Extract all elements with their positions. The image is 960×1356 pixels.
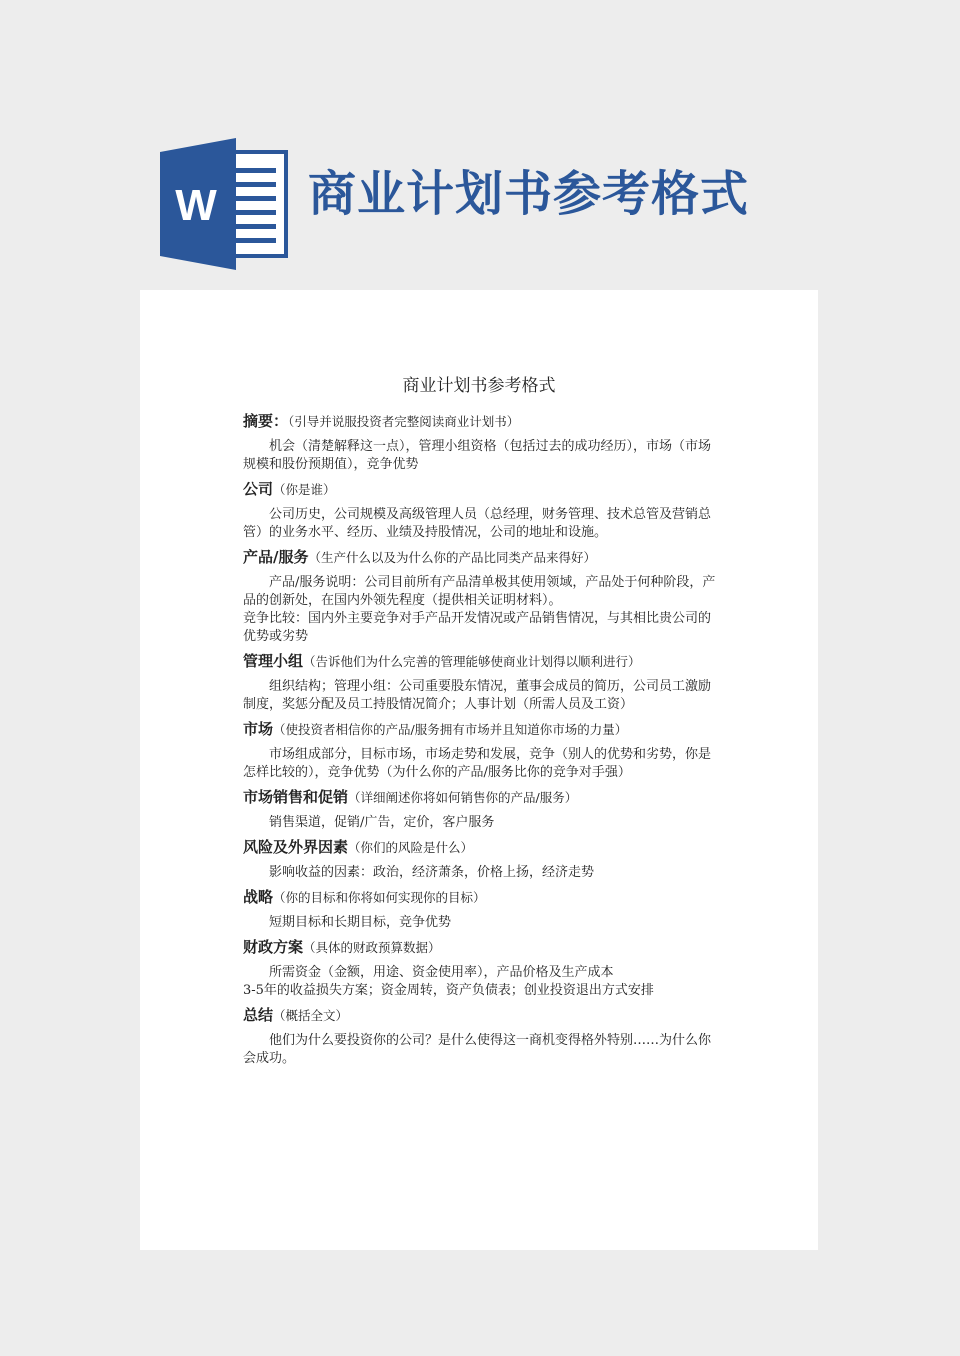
section-paragraph: 组织结构；管理小组：公司重要股东情况，董事会成员的简历，公司员工激励制度，奖惩分配及员工持股情况简介；人事计划（所需人员及工资） xyxy=(243,679,712,712)
section-paragraph: 所需资金（金额，用途、资金使用率），产品价格及生产成本 xyxy=(269,965,614,980)
section-heading: 公司 xyxy=(243,480,274,498)
section-paragraph: 影响收益的因素：政治，经济萧条，价格上扬，经济走势 xyxy=(269,865,595,880)
section-paragraph: 公司历史，公司规模及高级管理人员（总经理，财务管理、技术总管及营销总管）的业务水平、经历、业绩及持股情况，公司的地址和设施。 xyxy=(243,507,712,540)
document-section xyxy=(243,650,721,718)
document-page xyxy=(140,290,818,1250)
document-section xyxy=(243,478,721,546)
section-note: （使投资者相信你的产品/服务拥有市场并且知道你市场的力量） xyxy=(273,722,628,737)
section-heading-line xyxy=(243,786,721,810)
section-heading: 市场销售和促销 xyxy=(243,788,349,806)
section-paragraph: 短期目标和长期目标，竞争优势 xyxy=(269,915,452,930)
section-heading-line xyxy=(243,1004,721,1028)
section-heading-line xyxy=(243,936,721,960)
section-heading: 市场 xyxy=(243,720,274,738)
banner xyxy=(0,0,960,290)
section-heading-line xyxy=(243,478,721,502)
section-note: （详细阐述你将如何销售你的产品/服务） xyxy=(348,790,578,805)
section-heading: 摘要： xyxy=(243,412,289,430)
section-note: （你的目标和你将如何实现你的目标） xyxy=(273,890,486,905)
section-note: （具体的财政预算数据） xyxy=(303,940,441,955)
section-heading-line xyxy=(243,410,721,434)
document-section xyxy=(243,886,721,936)
section-note: （生产什么以及为什么你的产品比同类产品来得好） xyxy=(308,550,596,565)
section-heading-line xyxy=(243,836,721,860)
document-title: 商业计划书参考格式 xyxy=(402,376,556,396)
section-heading: 战略 xyxy=(243,888,274,906)
banner-title: 商业计划书参考格式 xyxy=(308,166,750,222)
document-section xyxy=(243,936,721,1004)
section-heading-line xyxy=(243,546,721,570)
section-heading: 总结 xyxy=(243,1006,274,1024)
section-heading-line xyxy=(243,650,721,674)
section-heading: 产品/服务 xyxy=(243,548,309,566)
section-paragraph: 销售渠道，促销/广告，定价，客户服务 xyxy=(269,815,495,830)
section-heading-line xyxy=(243,886,721,910)
document-section xyxy=(243,1004,721,1072)
section-heading: 管理小组 xyxy=(243,652,304,670)
document-section xyxy=(243,410,721,478)
document-body xyxy=(243,410,721,1072)
section-paragraph: 机会（清楚解释这一点），管理小组资格（包括过去的成功经历），市场（市场规模和股份预期值），竞争优势 xyxy=(243,439,712,472)
section-note: （概括全文） xyxy=(273,1008,349,1023)
document-section xyxy=(243,786,721,836)
word-logo-icon xyxy=(160,138,290,270)
document-section xyxy=(243,546,721,650)
section-note: （告诉他们为什么完善的管理能够使商业计划得以顺利进行） xyxy=(303,654,641,669)
section-paragraph: 市场组成部分，目标市场，市场走势和发展，竞争（别人的优势和劣势，你是怎样比较的），竞争优势（为什么你的产品/服务比你的竞争对手强） xyxy=(243,747,712,780)
section-note: （你们的风险是什么） xyxy=(348,840,474,855)
document-section xyxy=(243,836,721,886)
section-paragraph: 产品/服务说明：公司目前所有产品清单极其使用领域，产品处于何种阶段，产品的创新处，在国内外领先程度（提供相关证明材料）。 xyxy=(243,575,716,608)
document-section xyxy=(243,718,721,786)
section-paragraph: 3-5年的收益损失方案；资金周转，资产负债表；创业投资退出方式安排 xyxy=(243,983,654,998)
section-note: （你是谁） xyxy=(273,482,336,497)
section-heading-line xyxy=(243,718,721,742)
section-heading: 财政方案 xyxy=(243,938,304,956)
word-logo-letter: W xyxy=(175,181,217,230)
section-note: （引导并说服投资者完整阅读商业计划书） xyxy=(288,414,520,429)
section-paragraph: 他们为什么要投资你的公司？是什么使得这一商机变得格外特别……为什么你会成功。 xyxy=(243,1033,712,1066)
section-paragraph: 竞争比较：国内外主要竞争对手产品开发情况或产品销售情况，与其相比贵公司的优势或劣势 xyxy=(243,611,712,644)
section-heading: 风险及外界因素 xyxy=(243,838,349,856)
